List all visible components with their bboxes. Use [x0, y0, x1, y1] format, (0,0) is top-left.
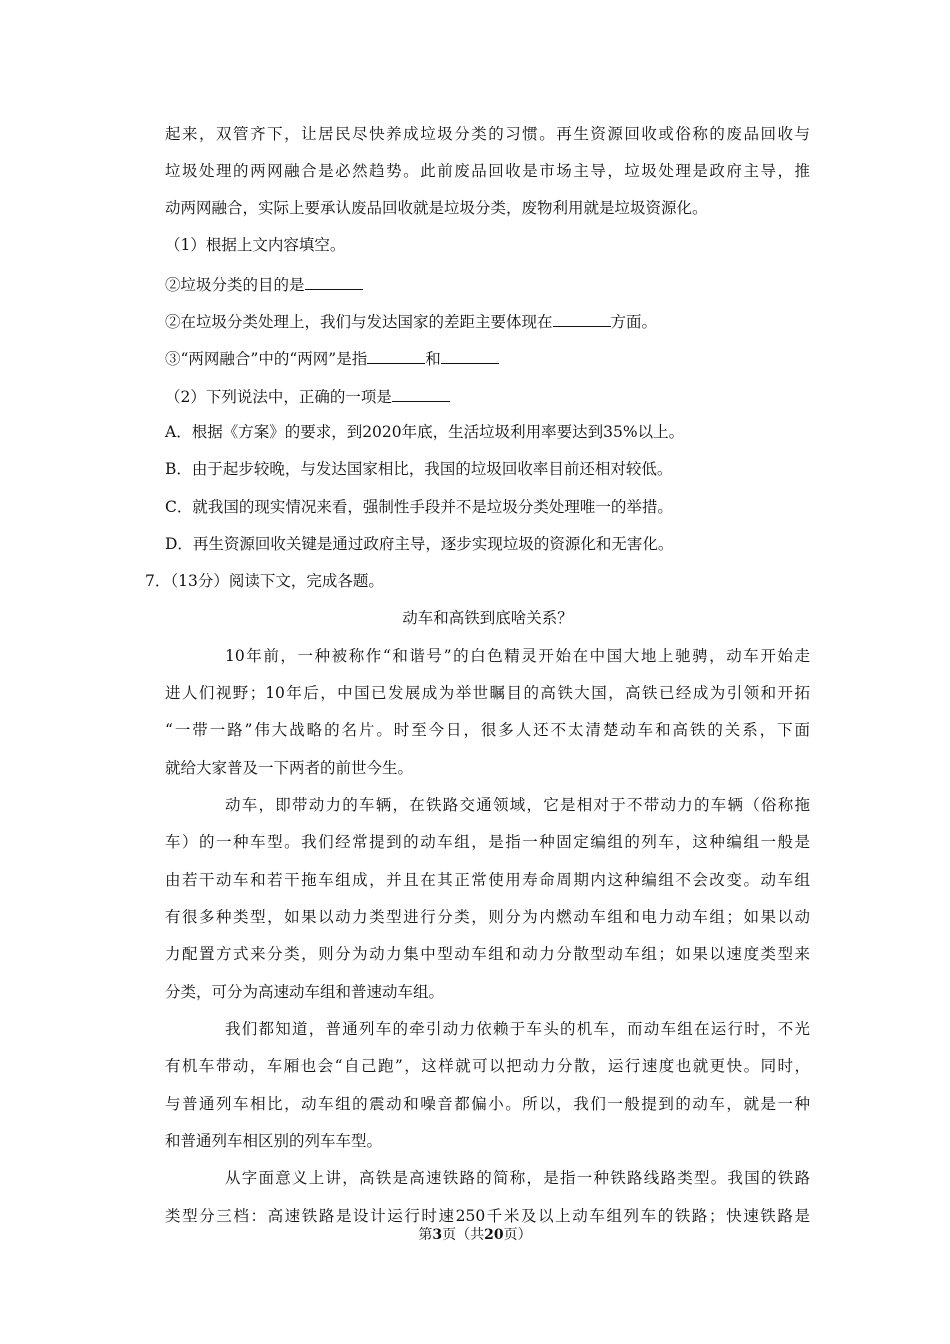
paragraph-line: 垃圾处理的两网融合是必然趋势。此前废品回收是市场主导，垃圾处理是政府主导，推 — [165, 162, 810, 180]
footer-total-pages: 20 — [484, 1227, 504, 1243]
paragraph-line: 力配置方式来分类，则分为动力集中型动车组和动力分散型动车组；如果以速度类型来 — [165, 945, 810, 963]
paragraph-line: 进人们视野；10年后，中国已发展成为举世瞩目的高铁大国，高铁已经成为引领和开拓 — [165, 684, 810, 702]
footer-prefix: 第 — [418, 1227, 433, 1243]
paragraph-line: 10年前，一种被称作“和谐号”的白色精灵开始在中国大地上驰骋，动车开始走 — [225, 647, 810, 665]
question-part-2 — [165, 385, 810, 407]
option-a: A．根据《方案》的要求，到2020年底，生活垃圾利用率要达到35%以上。 — [165, 423, 685, 441]
answer-blank[interactable] — [553, 310, 611, 327]
paragraph-line: 动两网融合，实际上要承认废品回收就是垃圾分类，废物利用就是垃圾资源化。 — [165, 199, 708, 217]
paragraph-line: 类型分三档：高速铁路是设计运行时速250千米及以上动车组列车的铁路；快速铁路是 — [165, 1207, 810, 1225]
fill-item-1-text: ②垃圾分类的目的是 — [165, 276, 305, 294]
footer-page-number: 3 — [432, 1227, 443, 1243]
paragraph-line: 和普通列车相区别的列车车型。 — [165, 1132, 383, 1150]
paragraph-line: 起来，双管齐下，让居民尽快养成垃圾分类的习惯。再生资源回收或俗称的废品回收与 — [165, 125, 810, 143]
paragraph-line: 分类，可分为高速动车组和普速动车组。 — [165, 983, 445, 1001]
paragraph-line: 有很多种类型，如果以动力类型进行分类，则分为内燃动车组和电力动车组；如果以动 — [165, 908, 810, 926]
footer-suffix: 页） — [503, 1227, 532, 1243]
paragraph-line: 车）的一种车型。我们经常提到的动车组，是指一种固定编组的列车，这种编组一般是 — [165, 833, 810, 851]
option-b: B．由于起步较晚，与发达国家相比，我国的垃圾回收率目前还相对较低。 — [165, 460, 673, 478]
question-part-2-text: （2）下列说法中，正确的一项是 — [165, 388, 392, 406]
paragraph-line: “一带一路”伟大战略的名片。时至今日，很多人还不太清楚动车和高铁的关系，下面 — [165, 721, 810, 739]
answer-blank[interactable] — [441, 347, 499, 364]
paragraph-line: 动车，即带动力的车辆，在铁路交通领域，它是相对于不带动力的车辆（俗称拖 — [225, 796, 810, 814]
paragraph-line: 有机车带动，车厢也会“自己跑”，这样就可以把动力分散，运行速度也就更快。同时， — [165, 1057, 810, 1075]
answer-blank[interactable] — [392, 385, 450, 402]
question-7-heading: 7．（13分）阅读下文，完成各题。 — [145, 572, 384, 590]
footer-mid: 页（共 — [442, 1227, 485, 1243]
paragraph-line: 从字面意义上讲，高铁是高速铁路的简称，是指一种铁路线路类型。我国的铁路 — [225, 1169, 810, 1187]
fill-item-2-suffix: 方面。 — [610, 313, 658, 331]
option-c: C．就我国的现实情况来看，强制性手段并不是垃圾分类处理唯一的举措。 — [165, 498, 673, 516]
question-part-1: （1）根据上文内容填空。 — [165, 236, 346, 254]
fill-item-3-text: ③“两网融合”中的“两网”是指 — [165, 350, 368, 368]
answer-blank[interactable] — [367, 347, 425, 364]
fill-item-1 — [165, 273, 810, 295]
fill-item-3-mid: 和 — [425, 350, 441, 368]
answer-blank[interactable] — [305, 273, 363, 290]
fill-item-2 — [165, 310, 810, 332]
paragraph-line: 我们都知道，普通列车的牵引动力依赖于车头的机车，而动车组在运行时，不光 — [225, 1020, 810, 1038]
paragraph-line: 与普通列车相比，动车组的震动和噪音都偏小。所以，我们一般提到的动车，就是一种 — [165, 1095, 810, 1113]
option-d: D．再生资源回收关键是通过政府主导，逐步实现垃圾的资源化和无害化。 — [165, 535, 674, 553]
paragraph-line: 就给大家普及一下两者的前世今生。 — [165, 759, 414, 777]
fill-item-2-text: ②在垃圾分类处理上，我们与发达国家的差距主要体现在 — [165, 313, 553, 331]
paragraph-line: 由若干动车和若干拖车组成，并且在其正常使用寿命周期内这种编组不会改变。动车组 — [165, 871, 810, 889]
page-footer — [0, 1226, 950, 1244]
fill-item-3 — [165, 347, 810, 369]
article-title: 动车和高铁到底啥关系？ — [402, 609, 573, 627]
